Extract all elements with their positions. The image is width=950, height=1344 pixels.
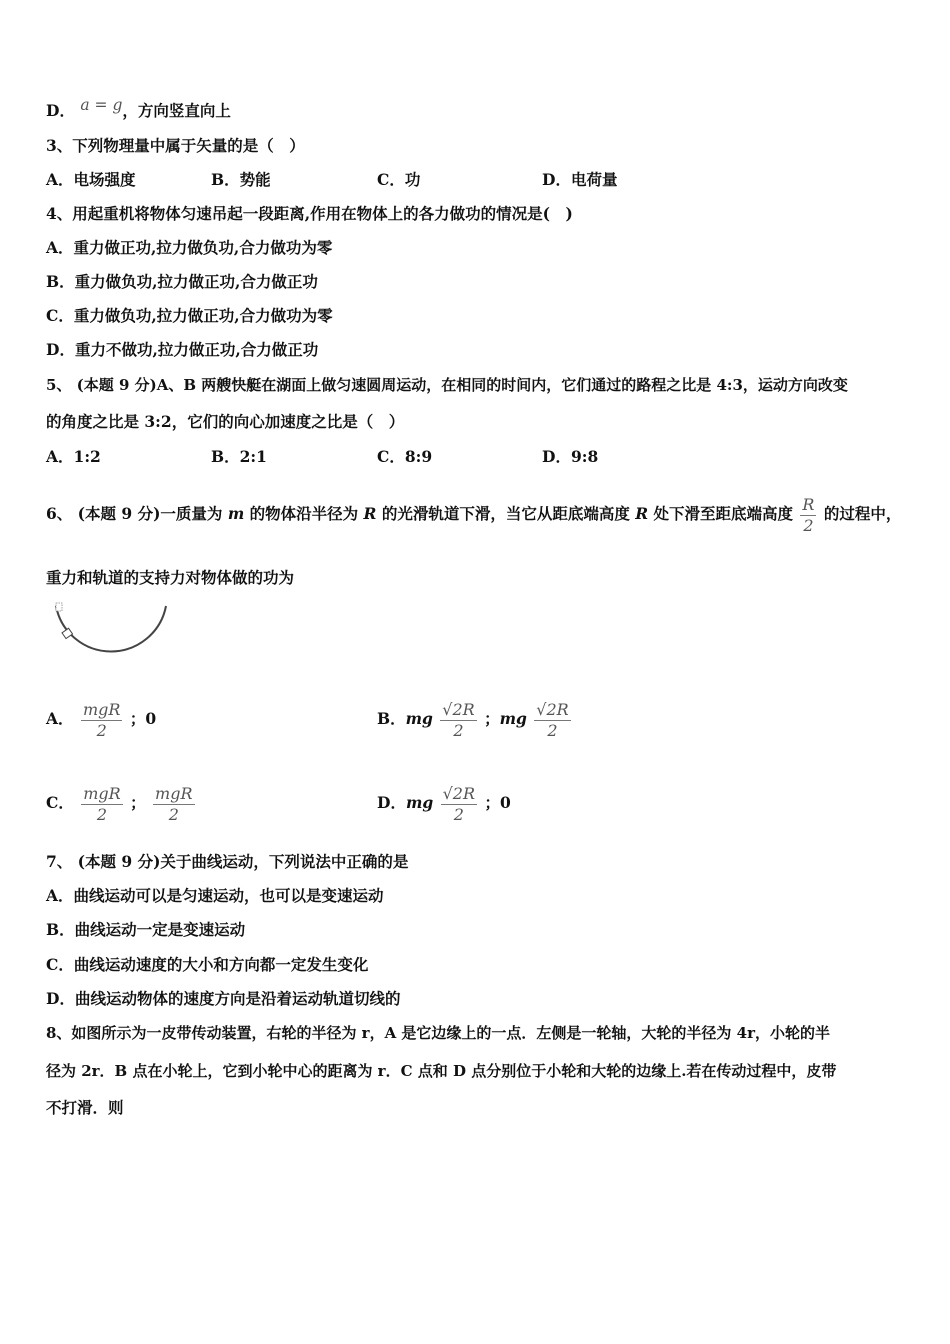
formula: a = g bbox=[80, 96, 123, 114]
q5-option-a: A．1:2 bbox=[46, 447, 101, 466]
q7-option-b: B．曲线运动一定是变速运动 bbox=[46, 920, 246, 939]
q6-stem-line2: 重力和轨道的支持力对物体做的功为 bbox=[46, 568, 295, 587]
q5-stem-line1: 5、 (本题 9 分)A、B 两艘快艇在湖面上做匀速圆周运动，在相同的时间内，它们通过的路程之比是 4:3，运动方向改变 bbox=[46, 376, 848, 394]
q6-option-d: D．mg $\frac{√2R}{2}$ ；0 bbox=[377, 783, 511, 824]
q5-stem-line2: 的角度之比是 3:2，它们的向心加速度之比是（ ） bbox=[46, 412, 405, 431]
q8-stem-line1: 8、如图所示为一皮带传动装置，右轮的半径为 r，A 是它边缘上的一点．左侧是一轮轴，大轮的半径为 4r，小轮的半 bbox=[46, 1024, 830, 1042]
semicircle-track-diagram bbox=[50, 600, 175, 670]
q6-option-b: B．mg $\frac{√2R}{2}$ ；mg $\frac{√2R}{2}$ bbox=[377, 699, 569, 740]
option-text: ，方向竖直向上 bbox=[122, 101, 231, 120]
q7-option-c: C．曲线运动速度的大小和方向都一定发生变化 bbox=[46, 955, 369, 974]
track-arc bbox=[56, 606, 166, 651]
q4-option-d: D．重力不做功,拉力做正功,合力做正功 bbox=[46, 340, 319, 359]
q5-option-b: B．2:1 bbox=[211, 447, 267, 466]
q6-option-c: C． $\frac{\text{mgR}}{2}$ ； $\frac{\text{mgR}}{2}$ bbox=[46, 783, 193, 824]
q7-stem: 7、 (本题 9 分)关于曲线运动，下列说法中正确的是 bbox=[46, 852, 409, 871]
q3-option-c: C．功 bbox=[377, 170, 421, 189]
q2-option-d bbox=[46, 96, 231, 121]
q8-stem-line2: 径为 2r．B 点在小轮上，它到小轮中心的距离为 r．C 点和 D 点分别位于小轮和大轮的边缘上.若在传动过程中，皮带 bbox=[46, 1062, 837, 1080]
sliding-block bbox=[62, 628, 73, 638]
q5-option-d: D．9:8 bbox=[542, 447, 599, 466]
q4-option-a: A．重力做正功,拉力做负功,合力做功为零 bbox=[46, 238, 333, 257]
q5-option-c: C．8:9 bbox=[377, 447, 433, 466]
q6-option-a: A． $\frac{\text{mgR}}{2}$ ；0 bbox=[46, 699, 157, 740]
q3-option-a: A．电场强度 bbox=[46, 170, 136, 189]
q6-stem-line1: 6、 (本题 9 分)一质量为 m 的物体沿半径为 R 的光滑轨道下滑，当它从距底端高度 R 处下滑至距底端高度 $\frac{R}{2}$ 的过程中， bbox=[46, 494, 902, 535]
q3-option-b: B．势能 bbox=[211, 170, 271, 189]
q3-stem: 3、下列物理量中属于矢量的是（ ） bbox=[46, 136, 305, 155]
q4-option-c: C．重力做负功,拉力做正功,合力做功为零 bbox=[46, 306, 333, 325]
q4-option-b: B．重力做负功,拉力做正功,合力做正功 bbox=[46, 272, 318, 291]
option-label: D． bbox=[46, 101, 75, 120]
q3-option-d: D．电荷量 bbox=[542, 170, 618, 189]
q7-option-a: A．曲线运动可以是匀速运动，也可以是变速运动 bbox=[46, 886, 384, 905]
q8-stem-line3: 不打滑．则 bbox=[46, 1098, 124, 1117]
q7-option-d: D．曲线运动物体的速度方向是沿着运动轨道切线的 bbox=[46, 989, 401, 1008]
q4-stem: 4、用起重机将物体匀速吊起一段距离,作用在物体上的各力做功的情况是( ) bbox=[46, 204, 573, 223]
start-block bbox=[56, 603, 62, 611]
fraction-r-over-2: $\frac{R}{2}$ bbox=[802, 494, 815, 535]
